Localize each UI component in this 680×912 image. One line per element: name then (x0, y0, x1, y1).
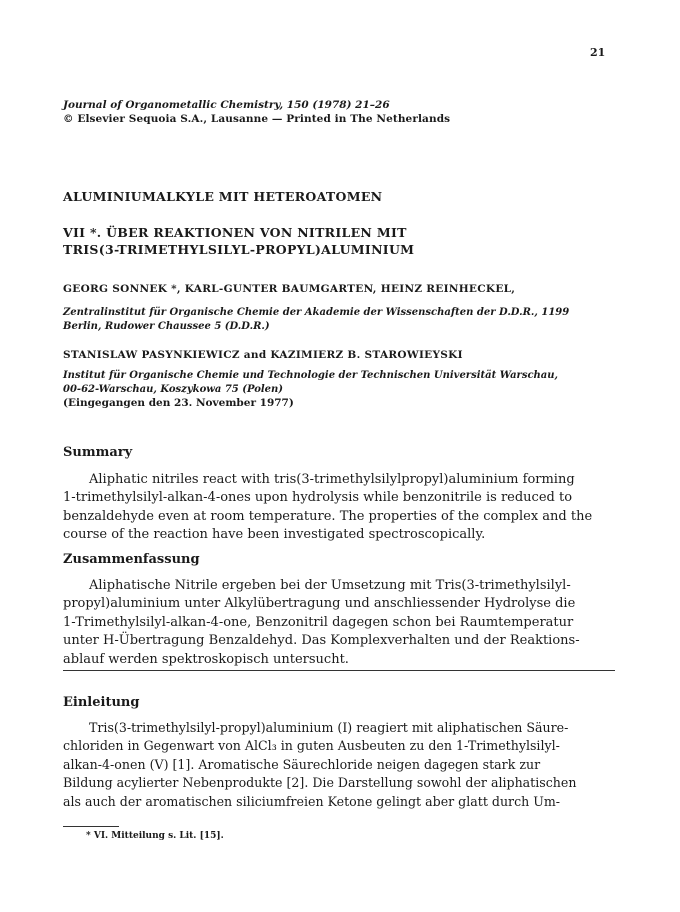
summary-line: Aliphatic nitriles react with tris(3-trimethylsilylpropyl)aluminium forming (89, 472, 575, 487)
einleitung-line: chloriden in Gegenwart von AlCl₃ in guten Ausbeuten zu den 1-Trimethylsilyl- (63, 738, 560, 754)
copyright-line: © Elsevier Sequoia S.A., Lausanne — Printed in The Netherlands (63, 113, 451, 125)
journal-reference: Journal of Organometallic Chemistry, 150 (1978) 21–26 (63, 99, 390, 111)
affiliation-2-line-2: 00-62-Warschau, Koszykowa 75 (Polen) (63, 384, 284, 395)
einleitung-paragraph (63, 719, 613, 811)
einleitung-heading: Einleitung (63, 695, 140, 710)
author-list-2: STANISLAW PASYNKIEWICZ and KAZIMIERZ B. STAROWIEYSKI (63, 349, 463, 361)
summary-paragraph (63, 471, 613, 545)
zusammenfassung-line: 1-Trimethylsilyl-alkan-4-one, Benzonitril dagegen schon bei Raumtemperatur (63, 614, 574, 630)
summary-line: 1-trimethylsilyl-alkan-4-ones upon hydrolysis while benzonitrile is reduced to (63, 490, 573, 506)
zusammenfassung-heading: Zusammenfassung (63, 552, 200, 567)
footnote: * VI. Mitteilung s. Lit. [15]. (86, 831, 224, 841)
einleitung-line: als auch der aromatischen siliciumfreien Ketone gelingt aber glatt durch Um- (63, 793, 561, 809)
subtitle-line-2: TRIS(3-TRIMETHYLSILYL-PROPYL)ALUMINIUM (63, 242, 415, 257)
summary-line: benzaldehyde even at room temperature. The properties of the complex and the (63, 508, 593, 524)
zusammenfassung-paragraph (63, 577, 613, 669)
zusammenfassung-line: unter H-Übertragung Benzaldehyd. Das Komplexverhalten und der Reaktions- (63, 633, 580, 649)
summary-line: course of the reaction have been investigated spectroscopically. (63, 527, 486, 543)
zusammenfassung-line: propyl)aluminium unter Alkylübertragung und anschliessender Hydrolyse die (63, 596, 576, 612)
affiliation-1-line-1: Zentralinstitut für Organische Chemie der Akademie der Wissenschaften der D.D.R., 1199 (63, 307, 570, 318)
affiliation-1-line-2: Berlin, Rudower Chaussee 5 (D.D.R.) (63, 321, 270, 332)
page-number: 21 (590, 46, 606, 59)
einleitung-line: alkan-4-onen (V) [1]. Aromatische Säurechloride neigen dagegen stark zur (63, 756, 541, 772)
zusammenfassung-line: ablauf werden spektroskopisch untersucht. (63, 651, 349, 667)
article-title: ALUMINIUMALKYLE MIT HETEROATOMEN (63, 189, 383, 204)
author-list-1: GEORG SONNEK *, KARL-GUNTER BAUMGARTEN, HEINZ REINHECKEL, (63, 283, 516, 295)
article-subtitle (63, 224, 414, 258)
received-date: (Eingegangen den 23. November 1977) (63, 397, 294, 409)
affiliation-2-line-1: Institut für Organische Chemie und Technologie der Technischen Universität Warschau, (63, 370, 559, 381)
journal-citation (63, 98, 450, 126)
affiliation-1 (63, 306, 569, 334)
footnote-divider (63, 826, 119, 827)
section-divider (63, 670, 615, 671)
affiliation-2 (63, 369, 558, 397)
subtitle-line-1: VII *. ÜBER REAKTIONEN VON NITRILEN MIT (63, 225, 407, 240)
einleitung-line: Bildung acylierter Nebenprodukte [2]. Die Darstellung sowohl der aliphatischen (63, 775, 577, 791)
summary-heading: Summary (63, 445, 133, 460)
zusammenfassung-line: Aliphatische Nitrile ergeben bei der Umsetzung mit Tris(3-trimethylsilyl- (89, 578, 571, 593)
einleitung-line: Tris(3-trimethylsilyl-propyl)aluminium (I) reagiert mit aliphatischen Säure- (89, 720, 569, 735)
